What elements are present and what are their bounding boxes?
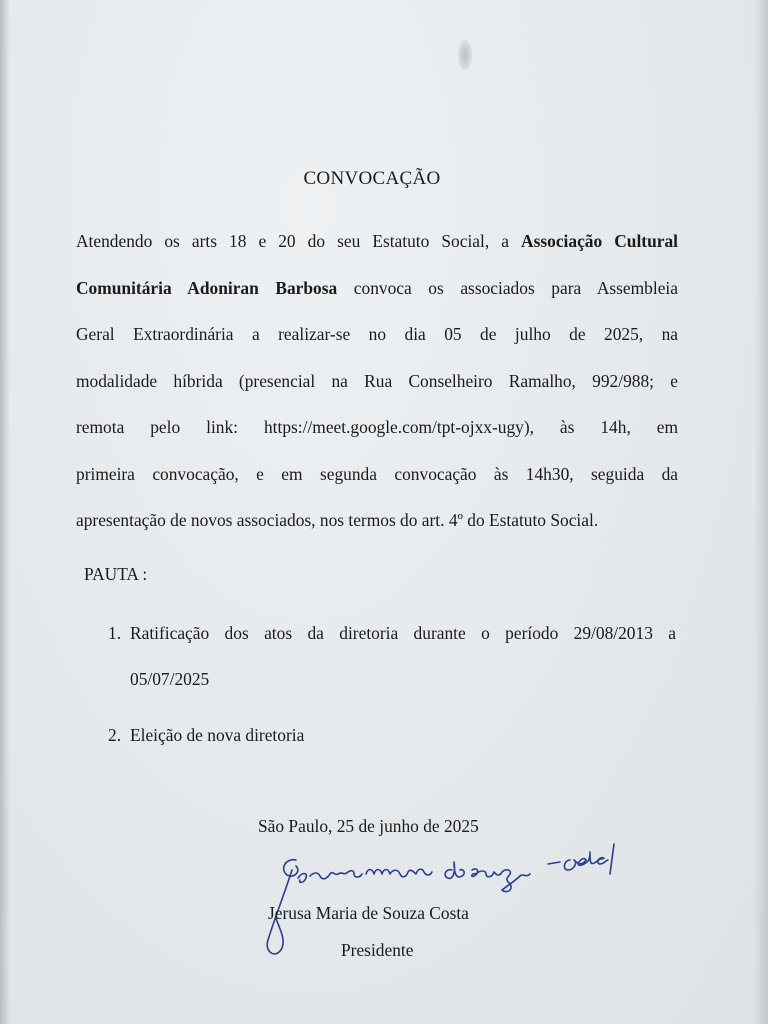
place-and-date: São Paulo, 25 de junho de 2025 xyxy=(258,816,479,836)
agenda-item xyxy=(108,610,676,702)
paragraph-line-3: Geral Extraordinária a realizar-se no dia 05 de julho de 2025, na xyxy=(76,324,678,344)
agenda-item-text xyxy=(130,610,676,702)
paragraph-line-1 xyxy=(76,218,678,265)
signer-name: Jerusa Maria de Souza Costa xyxy=(268,903,469,923)
association-name-part-1: Associação Cultural xyxy=(521,231,678,251)
agenda-item xyxy=(108,712,676,758)
paragraph-line-6: primeira convocação, e em segunda convocação às 14h30, seguida da xyxy=(76,463,678,484)
paragraph-text: Atendendo os arts 18 e 20 do seu Estatuto Social, a xyxy=(76,231,509,251)
page-shadow-left xyxy=(0,0,10,1024)
convocation-paragraph xyxy=(76,218,678,544)
paragraph-text: convoca os associados para Assembleia xyxy=(353,277,678,298)
agenda-item-number: 1. xyxy=(108,623,122,643)
signer-role: Presidente xyxy=(341,940,414,960)
page-shadow-right xyxy=(754,0,768,1024)
agenda-heading: PAUTA : xyxy=(84,564,148,584)
agenda-item-line: Eleição de nova diretoria xyxy=(130,725,305,745)
paragraph-line-2 xyxy=(76,265,678,312)
agenda-item-number: 2. xyxy=(108,725,122,745)
association-name-part-2: Comunitária Adoniran Barbosa xyxy=(76,277,338,298)
agenda-item-line: Ratificação dos atos da diretoria durante o período 29/08/2013 a xyxy=(130,623,676,643)
paper-smudge xyxy=(458,40,472,70)
paragraph-line-7: apresentação de novos associados, nos termos do art. 4º do Estatuto Social. xyxy=(76,510,599,530)
paragraph-line-5: remota pelo link: https://meet.google.com/tpt-ojxx-ugy), às 14h, em xyxy=(76,417,678,437)
agenda-list xyxy=(108,610,676,758)
document-title: CONVOCAÇÃO xyxy=(303,168,441,189)
agenda-item-line: 05/07/2025 xyxy=(130,669,210,689)
agenda-item-text xyxy=(130,712,676,758)
paragraph-line-4: modalidade híbrida (presencial na Rua Conselheiro Ramalho, 992/988; e xyxy=(76,370,678,391)
